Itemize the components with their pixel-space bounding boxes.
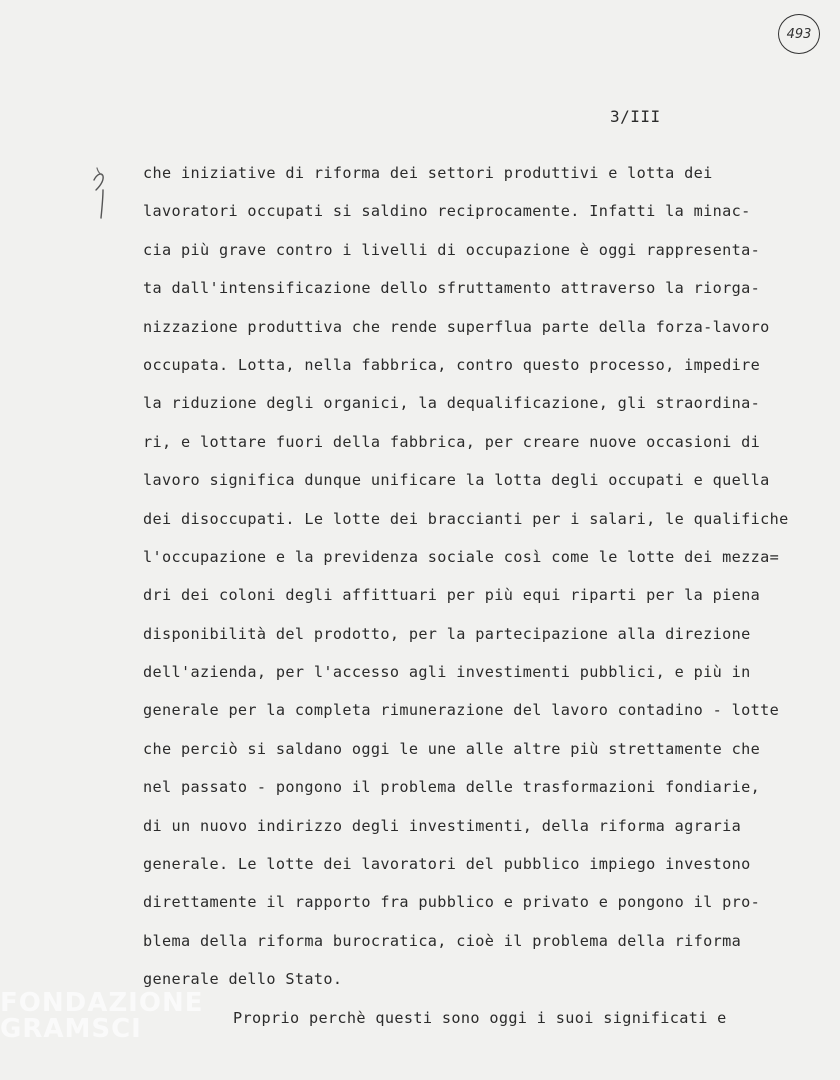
watermark-line-2: GRAMSCI [0,1014,142,1044]
text-line: cia più grave contro i livelli di occupazione è oggi rappresenta- [143,240,761,259]
text-line: la riduzione degli organici, la dequalificazione, gli straordina- [143,394,761,413]
text-line: disponibilità del prodotto, per la partecipazione alla direzione [143,624,751,643]
text-line: nel passato - pongono il problema delle trasformazioni fondiarie, [143,778,761,797]
archive-watermark [0,990,203,1042]
typewritten-body [143,154,823,1037]
text-line: di un nuovo indirizzo degli investimenti, della riforma agraria [143,816,742,835]
text-line: nizzazione produttiva che rende superflua parte della forza-lavoro [143,317,770,336]
text-line: lavoro significa dunque unificare la lotta degli occupati e quella [143,471,770,490]
archive-number-stamp: 493 [778,14,820,54]
watermark-line-1: FONDAZIONE [0,988,204,1018]
text-line: generale. Le lotte dei lavoratori del pubblico impiego investono [143,855,751,874]
text-line: blema della riforma burocratica, cioè il problema della riforma [143,931,742,950]
text-line: dell'azienda, per l'accesso agli investimenti pubblici, e più in [143,663,751,682]
handwritten-margin-mark-icon [88,164,118,222]
text-line: che iniziative di riforma dei settori produttivi e lotta dei [143,164,713,182]
text-line: occupata. Lotta, nella fabbrica, contro questo processo, impedire [143,355,761,374]
text-line: l'occupazione e la previdenza sociale così come le lotte dei mezza= [143,547,780,566]
text-line: dri dei coloni degli affittuari per più equi riparti per la piena [143,586,761,605]
text-line: generale dello Stato. [143,970,343,989]
page-number: 3/III [610,107,661,126]
text-line: ri, e lottare fuori della fabbrica, per creare nuove occasioni di [143,432,761,451]
paragraph-start-line: Proprio perchè questi sono oggi i suoi significati e [233,1008,727,1027]
text-line: lavoratori occupati si saldino reciprocamente. Infatti la minac- [143,202,751,221]
text-line: direttamente il rapporto fra pubblico e privato e pongono il pro- [143,893,761,912]
text-line: generale per la completa rimunerazione del lavoro contadino - lotte [143,701,780,720]
text-line: dei disoccupati. Le lotte dei braccianti per i salari, le qualifiche [143,509,789,528]
text-line: ta dall'intensificazione dello sfruttamento attraverso la riorga- [143,279,761,298]
text-line: che perciò si saldano oggi le une alle altre più strettamente che [143,739,761,758]
